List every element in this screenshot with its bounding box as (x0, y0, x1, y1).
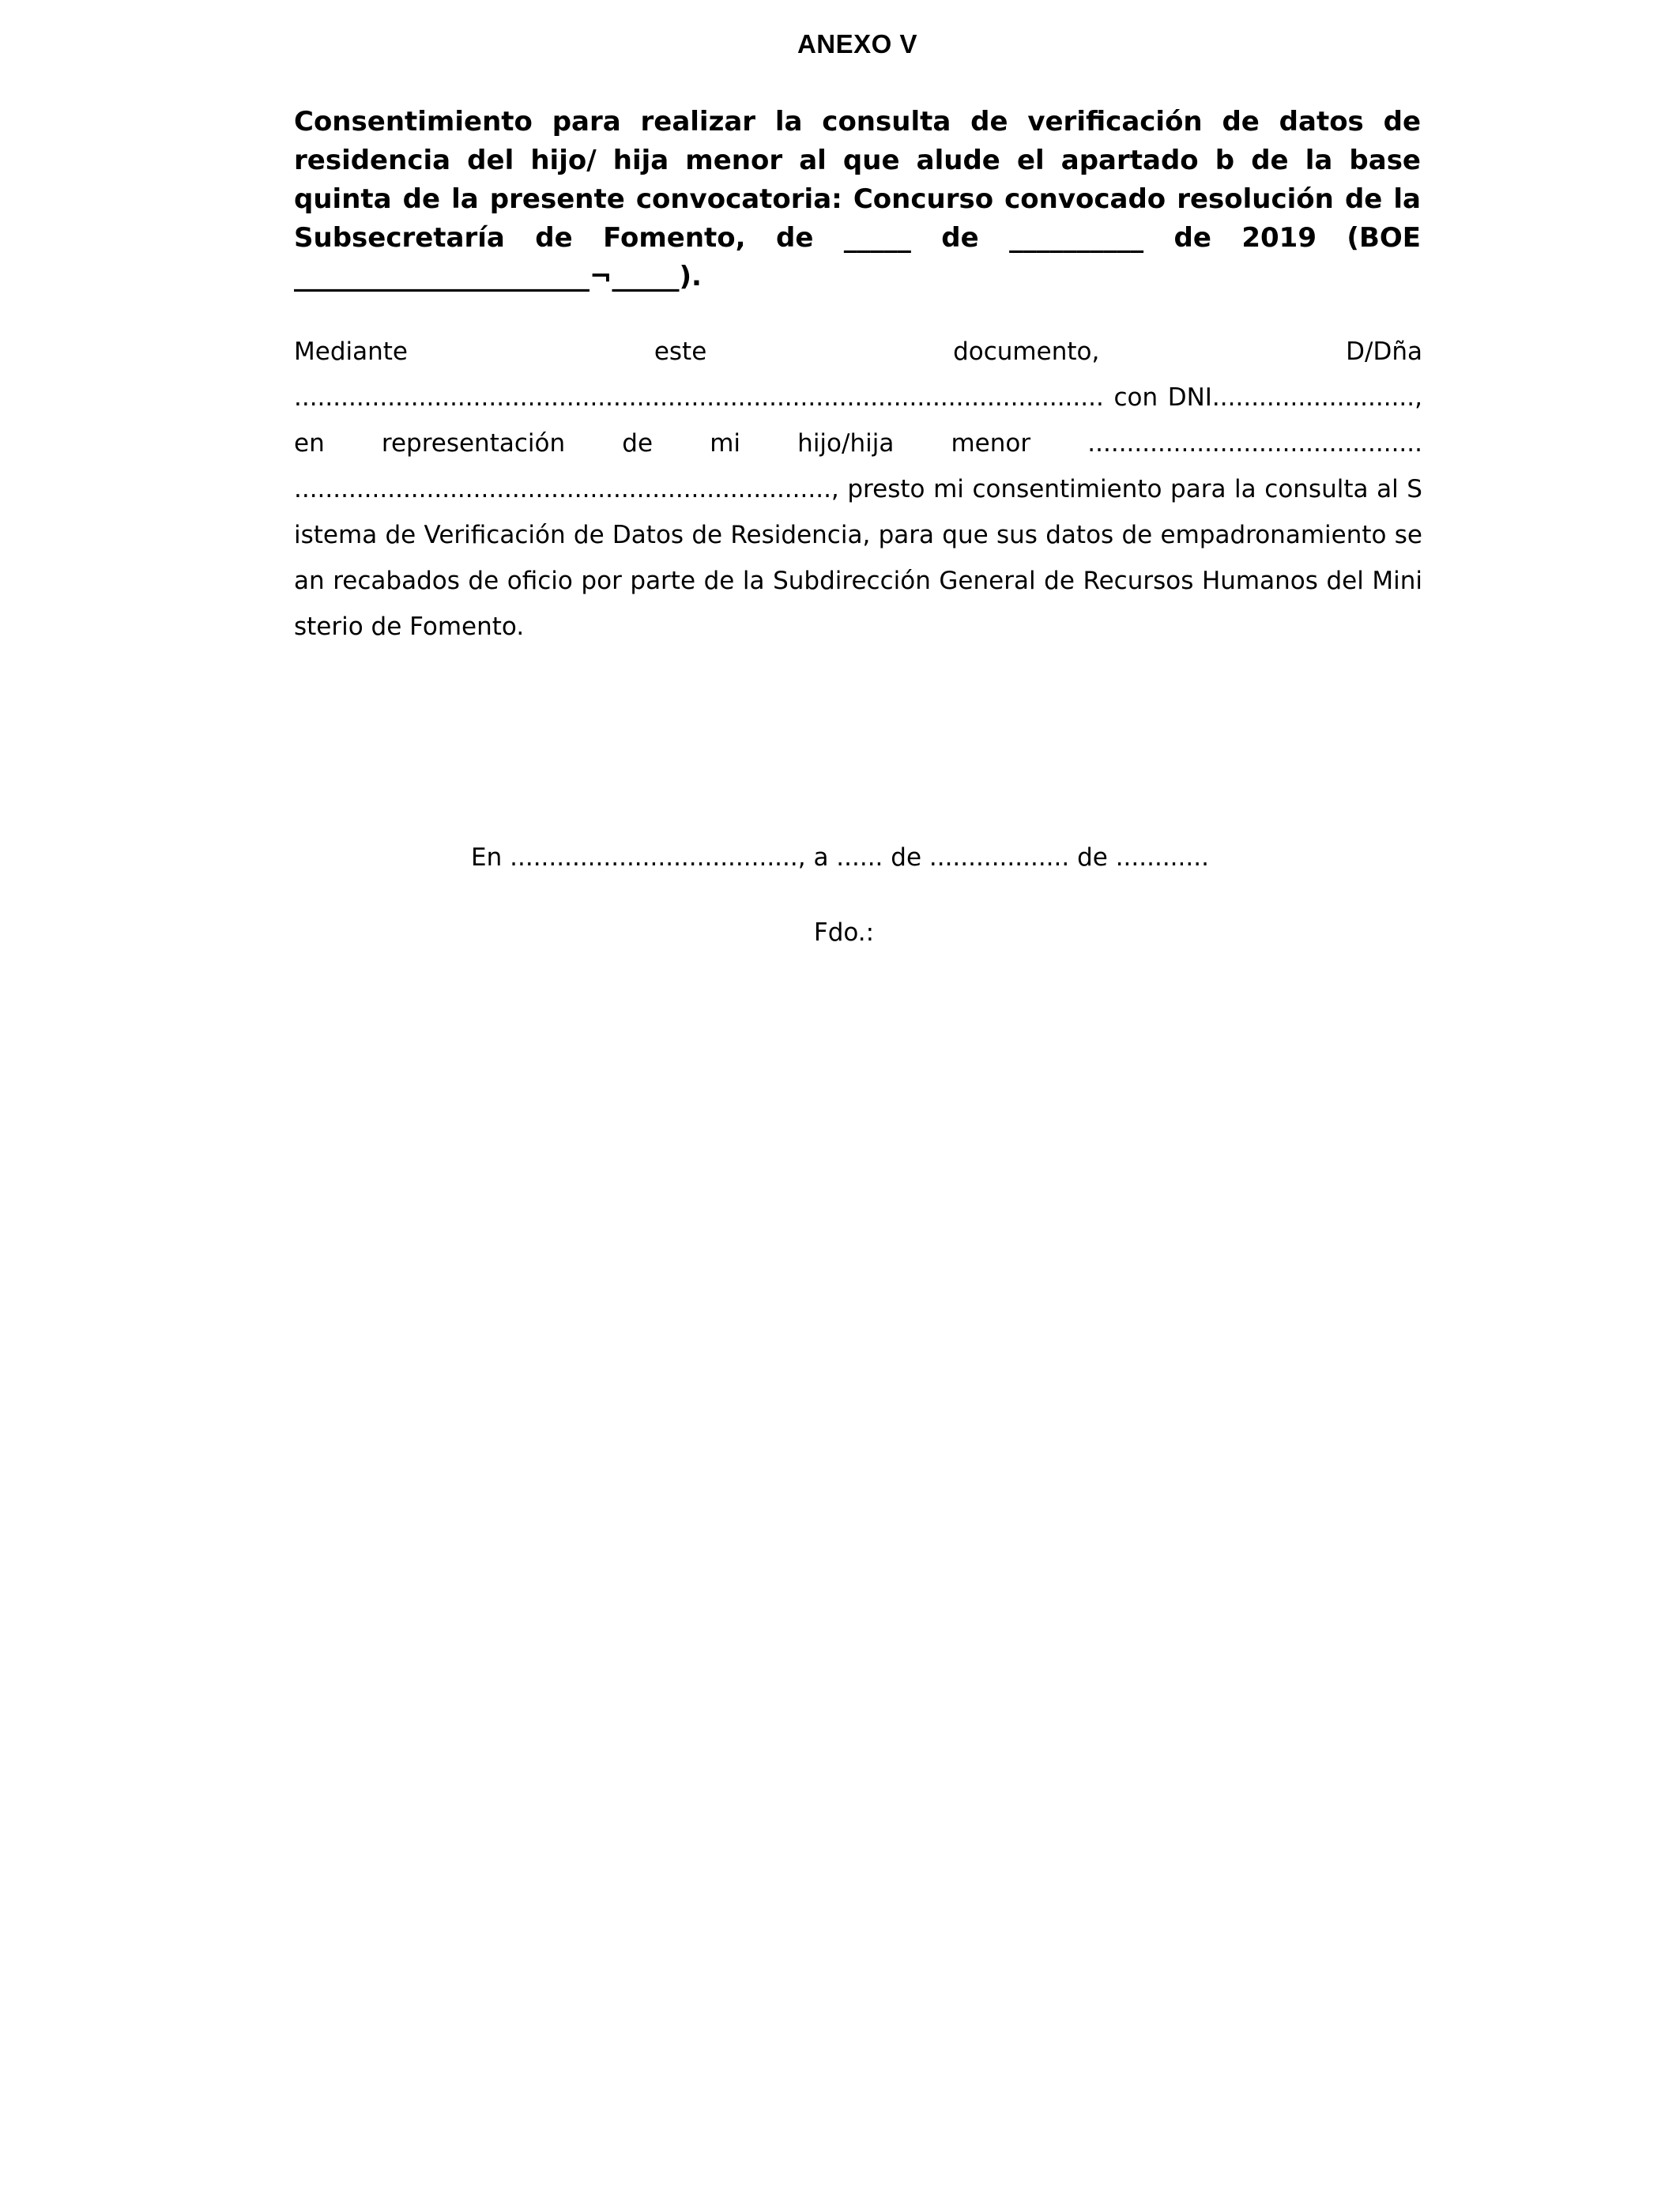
document-heading: Consentimiento para realizar la consulta de verificación de datos de residencia del hijo/ hija menor al que alude el apartado b de la base quinta de la presente convocatoria: Concurso convocado resolución de la Subsecretaría de Fomento, de _____ de __________ de 2019 (BOE ______________________¬_____). (294, 106, 1421, 292)
consent-paragraph: Mediante este documento, D/Dña ........................................................................................................ con DNI.........................., en representación de mi hijo/hija menor ........................................... ....................................................................., presto mi consentimiento para la consulta al Sistema de Verificación de Datos de Residencia, para que sus datos de empadronamiento sean recabados de oficio por parte de la Subdirección General de Recursos Humanos del Ministerio de Fomento. (294, 337, 1422, 641)
annex-title: ANEXO V (797, 29, 918, 58)
place-date-line: En ....................................., a ...... de .................. de ............ (471, 843, 1209, 872)
signature-label: Fdo.: (813, 918, 875, 947)
